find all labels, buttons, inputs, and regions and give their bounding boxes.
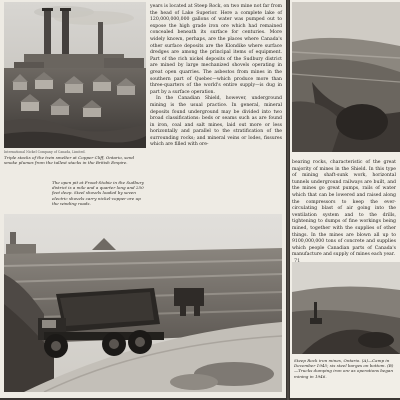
left-page-column: [150, 4, 282, 149]
photo-credit: International Nickel Company of Canada, Limited.: [4, 150, 86, 154]
open-pit-truck-photo: [4, 214, 282, 392]
steep-rock-caption: [294, 358, 396, 379]
caption-text: The open pit at Frood-Stobie in the Sudbury district is a mile and a quarter long and 250 feet deep. Steel shovels loaded by seven electric shovels carry nickel-copper ore up the winding roads.: [52, 180, 144, 206]
paragraph: In the Canadian Shield, however, underground mining is the usual practice. In general, mineral deposits found underground may be divided into two broad classifications: beds or seams such as are found in iron, coal and salt mines, laid out more or less horizontally and parallel to the stratification of the surrounding rocks; and mineral veins or lodes, fissures which are filled with ore-: [150, 96, 282, 148]
paragraph: years is located at Steep Rock, on two mine not far from the head of Lake Superior. Here a complete lake of 120,000,000,000 gallons of water was pumped out to expose the high grade iron ore which had remained concealed beneath its surface for centuries. More widely known, perhaps, are the places where Canada's other surface deposits are the Klondike where surface dredges are among the principal items of equipment. Part of the rich nickel deposits of the Sudbury district are mined by large mechanized shovels operating in great open quarries. The asbestos from mines in the southern part of Quebec—which produce more than three-quarters of the world's entire supply—is dug in part by a surface operation.: [150, 4, 282, 95]
caption-text: Triple stacks of the twin smelter at Copper Cliff, Ontario, send smoke plumes from the tallest stacks in the British Empire.: [4, 155, 135, 166]
steep-rock-mine-photo: [292, 262, 400, 354]
page-number: 71: [294, 258, 301, 264]
paragraph: bearing rocks, characteristic of the great majority of mines in the Shield. In this type of mining shaft-sunk work, horizontal tunnels underground railways are built, and the mines go great pumps, rails of water which that can be lowered and raised along the compressors to keep the ever-circulating blast of air going into the ventilation system and to the drills, tightening to dumps of fine workings being mined, together with the supplies of other things. In the mines are blown all up to 9100,000,000 tons of concrete and supplies which people Canadian parts of Canada's manufacture and supply of mines each year.: [292, 160, 396, 258]
right-page-column: [292, 160, 396, 259]
steep-rock-cliff-photo: [292, 2, 400, 152]
smelter-photo-caption: [4, 150, 146, 166]
caption-text: Steep Rock iron mines, Ontario. (A)—Camp in December 1945; six steel barges on bottom. (B)—Trucks dumping iron ore as operations began mining in 1946.: [294, 358, 394, 379]
open-pit-photo-caption: [52, 180, 146, 206]
smelter-stacks-photo: [4, 2, 146, 148]
right-page: [290, 0, 400, 398]
